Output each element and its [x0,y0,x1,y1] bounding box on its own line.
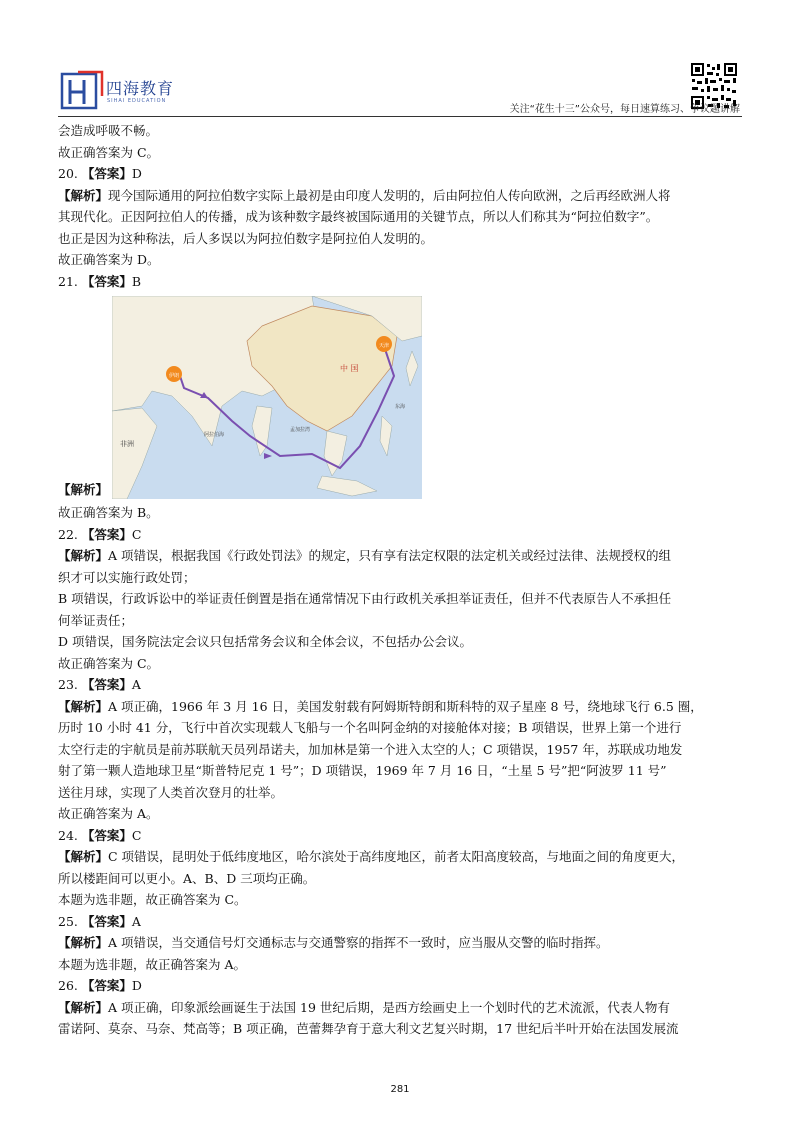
explanation-tag: 【解析】 [58,481,109,497]
route-map-image [112,296,422,499]
explanation-line [58,545,744,567]
question-number: 26. [58,978,78,993]
question-answer-20 [58,163,744,185]
header-divider [58,116,742,117]
text-line: 雷诺阿、莫奈、马奈、梵高等；B 项正确，芭蕾舞孕育于意大利文艺复兴时期，17 世纪后半叶开始在法国发展流 [58,1021,679,1036]
logo-subtext: SIHAI EDUCATION [107,98,167,104]
question-answer-23 [58,674,744,696]
answer-conclusion: 故正确答案为 C。 [58,655,160,671]
answer-tag: 【答案】 [81,827,132,843]
text-line: D 项错误，国务院法定会议只包括常务会议和全体会议，不包括办公会议。 [58,634,472,649]
explanation-line [58,997,744,1019]
map-label-bay-of-bengal: 孟加拉湾 [290,427,311,433]
explanation-tag: 【解析】 [58,698,109,714]
explanation-text: C 项错误，昆明处于低纬度地区，哈尔滨处于高纬度地区，前者太阳高度较高，与地面之间的角度更大， [108,849,685,864]
explanation-text: 现今国际通用的阿拉伯数字实际上最初是由印度人发明的，后由阿拉伯人传向欧洲，之后再经欧洲人将 [108,187,671,203]
answer-conclusion: 故正确答案为 B。 [58,505,159,520]
question-number: 23. [58,677,78,692]
text-line: 织才可以实施行政处罚； [58,569,196,585]
answer-tag: 【答案】 [81,913,132,929]
answer-value: A [131,677,141,692]
map-label-start: 天津 [378,343,390,349]
question-number: 25. [58,913,78,929]
answer-value: A [131,913,141,929]
answer-conclusion: 故正确答案为 A。 [58,806,159,821]
question-number: 21. [58,273,78,289]
explanation-line [58,846,744,868]
explanation-tag: 【解析】 [58,548,109,563]
explanation-text: A 项正确，印象派绘画诞生于法国 19 世纪后期，是西方绘画史上一个划时代的艺术流派，代表人物有 [108,999,670,1015]
text-line: 射了第一颗人造地球卫星“斯普特尼克 1 号”；D 项错误，1969 年 7 月 16 日，“土星 5 号”把“阿波罗 11 号” [58,763,667,778]
logo-mark-icon [60,70,104,114]
text-line: 何举证责任； [58,612,134,628]
text-line: 也正是因为这种称法，后人多误以为阿拉伯数字是阿拉伯人发明的。 [58,230,434,246]
map-figure-row [58,292,744,502]
explanation-line [58,185,744,207]
header-note: 关注“花生十三”公众号，每日速算练习、争议题讲解 [509,104,740,115]
answer-tag: 【答案】 [81,273,132,289]
explanation-line [58,696,744,718]
map-label-africa: 非洲 [120,440,134,448]
explanation-text: A 项正确，1966 年 3 月 16 日，美国发射载有阿姆斯特朗和斯科特的双子星座 8 号，绕地球飞行 6.5 圈， [108,698,703,714]
answer-value: D [131,166,142,181]
explanation-text: A 项错误，根据我国《行政处罚法》的规定，只有享有法定权限的法定机关或经过法律、法规授权的组 [108,548,672,563]
answer-conclusion: 本题为选非题，故正确答案为 C。 [58,892,247,907]
text-line: 会造成呼吸不畅。 [58,123,159,138]
answer-conclusion: 故正确答案为 D。 [58,252,160,267]
text-line: 所以楼距间可以更小。A、B、D 三项均正确。 [58,870,316,886]
explanation-text: A 项错误，当交通信号灯交通标志与交通警察的指挥不一致时，应当服从交警的临时指挥。 [108,935,609,950]
text-line: B 项错误，行政诉讼中的举证责任倒置是指在通常情况下由行政机关承担举证责任，但并不代表原告人不承担任 [58,591,672,606]
page-content [58,120,744,1040]
question-answer-24 [58,825,744,847]
map-label-china: 中 国 [340,364,359,373]
explanation-tag: 【解析】 [58,999,109,1015]
map-label-end: 伊朗 [168,373,180,379]
text-line: 其现代化。正因阿拉伯人的传播，成为该种数字最终被国际通用的关键节点，所以人们称其为“阿拉伯数字”。 [58,209,659,224]
page-header [0,0,800,118]
map-label-arabian-sea: 阿拉伯海 [204,432,225,438]
answer-conclusion: 本题为选非题，故正确答案为 A。 [58,956,247,972]
answer-value: B [131,273,142,289]
explanation-tag: 【解析】 [58,935,109,950]
question-number: 22. [58,526,78,542]
map-label-east-sea: 东海 [395,404,406,410]
question-answer-21 [58,271,744,293]
text-line: 历时 10 小时 41 分，飞行中首次实现载人飞船与一个名叫阿金纳的对接舱体对接；B 项错误，世界上第一个进行 [58,720,682,735]
logo-text: 四海教育 [106,79,175,98]
answer-value: C [131,827,142,843]
logo [60,70,190,114]
explanation-line [58,932,744,954]
answer-tag: 【答案】 [81,677,132,692]
answer-tag: 【答案】 [81,166,132,181]
answer-conclusion: 故正确答案为 C。 [58,144,160,160]
text-line: 送往月球，实现了人类首次登月的壮举。 [58,784,284,800]
explanation-tag: 【解析】 [58,849,109,864]
answer-tag: 【答案】 [81,978,132,993]
question-answer-25 [58,911,744,933]
page-number: 281 [390,1084,410,1095]
answer-tag: 【答案】 [81,526,132,542]
question-number: 24. [58,827,78,843]
answer-value: C [131,526,142,542]
question-answer-26 [58,975,744,997]
question-number: 20. [58,166,78,181]
question-answer-22 [58,524,744,546]
explanation-tag: 【解析】 [58,187,109,203]
text-line: 太空行走的宇航员是前苏联航天员列昂诺夫，加加林是第一个进入太空的人；C 项错误，1957 年，苏联成功地发 [58,741,683,757]
answer-value: D [131,978,142,993]
